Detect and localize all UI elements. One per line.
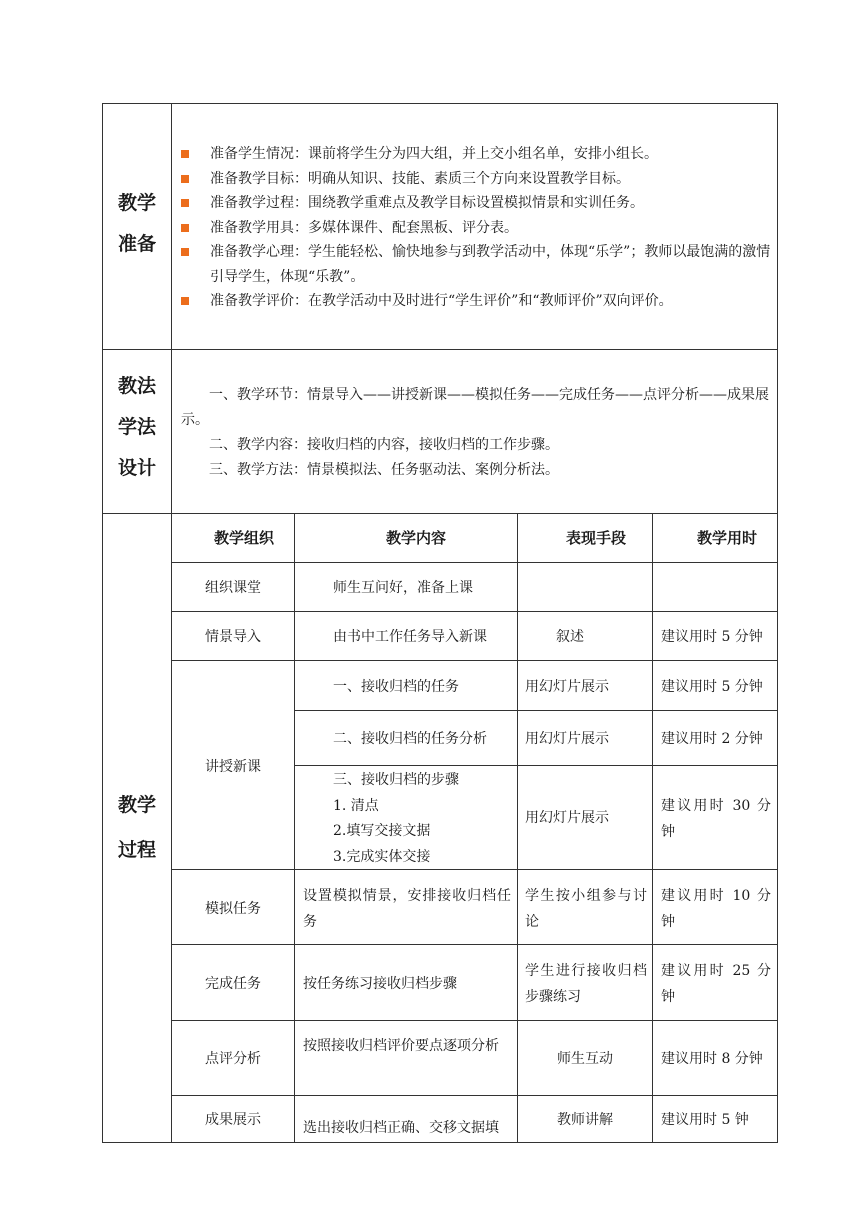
prep-list — [181, 142, 773, 314]
row-divider — [294, 710, 778, 711]
org-cell: 成果展示 — [205, 1112, 261, 1128]
square-bullet-icon — [181, 199, 189, 207]
section-label-line: 准备 — [117, 233, 156, 255]
row-divider — [171, 944, 778, 945]
content-cell: 1. 清点 — [333, 798, 379, 814]
section-label-method — [102, 377, 172, 478]
method-paragraph: 三、教学方法：情景模拟法、任务驱动法、案例分析法。 — [209, 462, 559, 478]
section-label-process — [102, 796, 172, 860]
square-bullet-icon — [181, 297, 189, 305]
means-cell: 用幻灯片展示 — [525, 731, 609, 747]
content-cell: 按任务练习接收归档步骤 — [303, 976, 457, 992]
prep-item-text: 准备教学目标：明确从知识、技能、素质三个方向来设置教学目标。 — [210, 170, 630, 187]
prep-item-text: 准备学生情况：课前将学生分为四大组，并上交小组名单，安排小组长。 — [210, 146, 658, 162]
content-cell: 3.完成实体交接 — [333, 849, 431, 865]
method-paragraph: 一、教学环节：情景导入——讲授新课——模拟任务——完成任务——点评分析——成果展示。 — [181, 387, 769, 428]
method-paragraph: 二、教学内容：接收归档的内容，接收归档的工作步骤。 — [209, 437, 559, 453]
prep-item — [181, 216, 773, 241]
means-cell: 用幻灯片展示 — [525, 810, 609, 826]
time-cell: 建议用时 5 钟 — [661, 1112, 749, 1128]
time-cell: 建议用时 10 分钟 — [661, 888, 771, 930]
row-divider — [102, 513, 778, 514]
section-label-line: 过程 — [117, 839, 156, 861]
column-divider — [652, 513, 653, 1143]
section-label-line: 教法 — [117, 375, 156, 397]
row-divider — [171, 1095, 778, 1096]
time-cell: 建议用时 25 分钟 — [661, 963, 771, 1005]
org-cell: 讲授新课 — [205, 759, 261, 775]
row-divider — [294, 765, 778, 766]
row-divider — [171, 1020, 778, 1021]
header-time: 教学用时 — [697, 529, 758, 547]
prep-item-text: 准备教学用具：多媒体课件、配套黑板、评分表。 — [210, 219, 518, 236]
row-divider — [171, 611, 778, 612]
means-cell: 用幻灯片展示 — [525, 679, 609, 695]
means-cell: 叙述 — [556, 629, 584, 645]
row-divider — [171, 562, 778, 563]
org-cell: 完成任务 — [205, 976, 261, 992]
section-label-line: 学法 — [117, 416, 156, 438]
content-cell: 选出接收归档正确、交移文据填 — [303, 1120, 499, 1136]
prep-item — [181, 289, 773, 314]
content-cell: 按照接收归档评价要点逐项分析 — [303, 1038, 499, 1054]
row-divider — [171, 869, 778, 870]
section-label-line: 教学 — [117, 192, 156, 214]
time-cell: 建议用时 30 分钟 — [661, 798, 771, 840]
section-label-line: 设计 — [117, 457, 156, 479]
header-org: 教学组织 — [214, 529, 275, 547]
prep-item-text: 准备教学心理：学生能轻松、愉快地参与到教学活动中，体现“乐学”；教师以最饱满的激情引导学生，体现“乐教”。 — [210, 244, 771, 285]
prep-item — [181, 191, 773, 216]
square-bullet-icon — [181, 224, 189, 232]
time-cell: 建议用时 5 分钟 — [661, 629, 763, 645]
time-cell: 建议用时 2 分钟 — [661, 731, 763, 747]
content-cell: 三、接收归档的步骤 — [333, 772, 459, 788]
content-cell: 师生互问好，准备上课 — [333, 580, 473, 596]
method-text — [181, 383, 773, 483]
row-divider — [171, 660, 778, 661]
square-bullet-icon — [181, 175, 189, 183]
content-cell: 由书中工作任务导入新课 — [333, 629, 487, 645]
means-cell: 学生进行接收归档步骤练习 — [525, 963, 647, 1005]
prep-item — [181, 240, 773, 289]
org-cell: 情景导入 — [205, 629, 261, 645]
row-divider — [102, 349, 778, 350]
prep-item-text: 准备教学过程：围绕教学重难点及教学目标设置模拟情景和实训任务。 — [210, 195, 644, 211]
means-cell: 师生互动 — [557, 1051, 613, 1067]
content-cell: 设置模拟情景，安排接收归档任务 — [303, 888, 511, 930]
square-bullet-icon — [181, 150, 189, 158]
org-cell: 点评分析 — [205, 1051, 261, 1067]
org-cell: 模拟任务 — [205, 901, 261, 917]
prep-item-text: 准备教学评价：在教学活动中及时进行“学生评价”和“教师评价”双向评价。 — [210, 293, 673, 309]
section-label-line: 教学 — [117, 794, 156, 816]
content-cell: 二、接收归档的任务分析 — [333, 731, 487, 747]
column-divider — [294, 513, 295, 1143]
content-cell: 2.填写交接文据 — [333, 823, 431, 839]
section-label-prep — [102, 194, 172, 254]
header-means: 表现手段 — [566, 529, 627, 547]
means-cell: 教师讲解 — [557, 1112, 613, 1128]
org-cell: 组织课堂 — [205, 580, 261, 596]
header-content: 教学内容 — [386, 529, 447, 547]
prep-item — [181, 167, 773, 192]
time-cell: 建议用时 5 分钟 — [661, 679, 763, 695]
prep-item — [181, 142, 773, 167]
content-cell: 一、接收归档的任务 — [333, 679, 459, 695]
time-cell: 建议用时 8 分钟 — [661, 1051, 763, 1067]
square-bullet-icon — [181, 248, 189, 256]
means-cell: 学生按小组参与讨论 — [525, 888, 647, 930]
